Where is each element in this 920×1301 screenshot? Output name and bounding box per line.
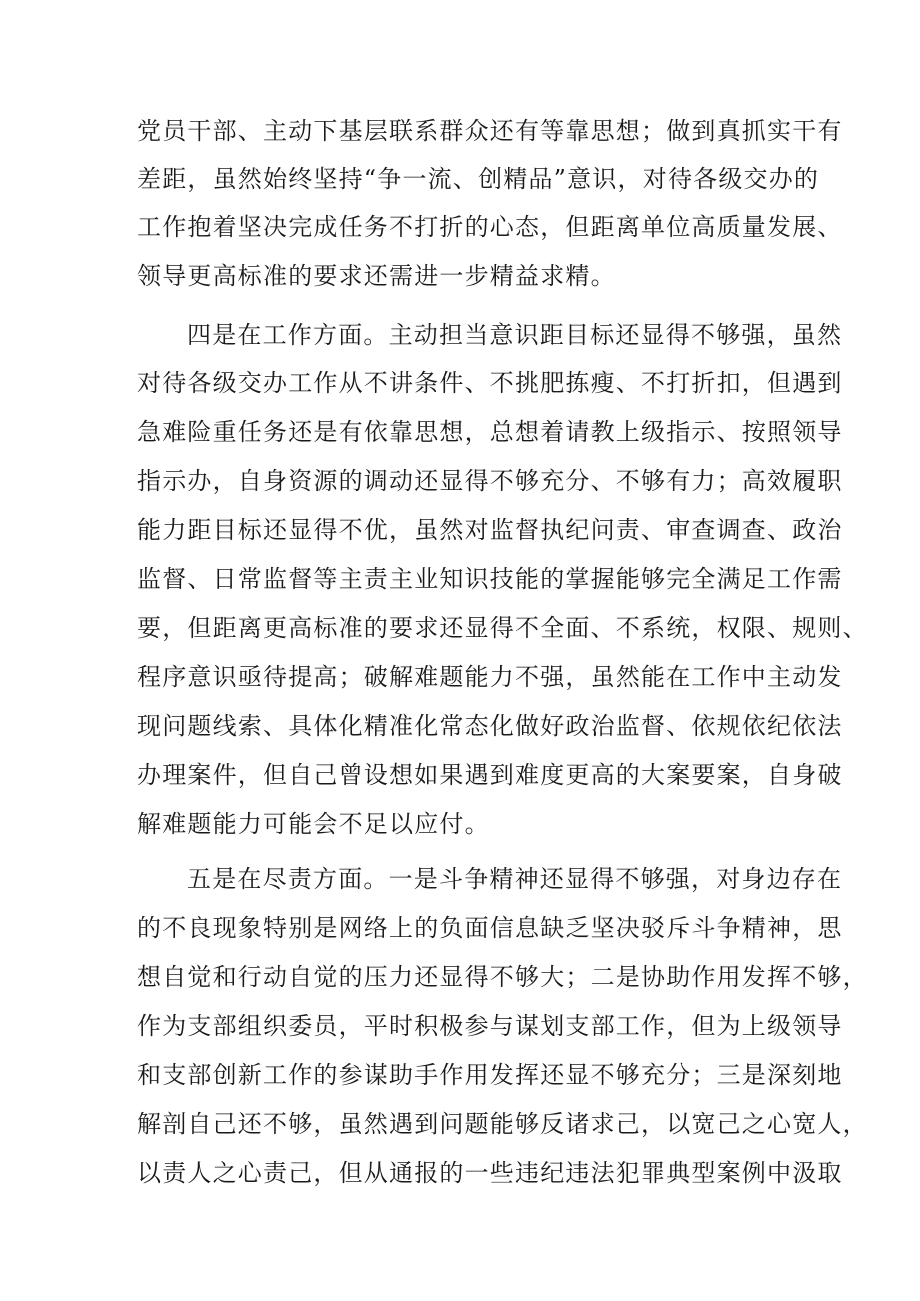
paragraph-line: 差距，虽然始终坚持“争一流、创精品”意识，对待各级交办的 [137, 165, 820, 193]
paragraph-line: 四是在工作方面。主动担当意识距目标还显得不够强，虽然 [187, 321, 843, 349]
paragraph-line: 指示办，自身资源的调动还显得不够充分、不够有力；高效履职 [137, 467, 843, 495]
paragraph-line: 监督、日常监督等主责主业知识技能的掌握能够完全满足工作需 [137, 565, 843, 593]
paragraph-line: 领导更高标准的要求还需进一步精益求精。 [137, 262, 616, 290]
paragraph-line: 的不良现象特别是网络上的负面信息缺乏坚决驳斥斗争精神，思 [137, 914, 843, 942]
paragraph-line: 党员干部、主动下基层联系群众还有等靠思想；做到真抓实干有 [137, 117, 843, 145]
paragraph-line: 要，但距离更高标准的要求还显得不全面、不系统，权限、规则、 [137, 614, 868, 642]
paragraph-line: 能力距目标还显得不优，虽然对监督执纪问责、审查调查、政治 [137, 516, 843, 544]
paragraph-line: 对待各级交办工作从不讲条件、不挑肥拣瘦、不打折扣，但遇到 [137, 369, 843, 397]
paragraph-line: 想自觉和行动自觉的压力还显得不够大；二是协助作用发挥不够， [137, 963, 868, 991]
paragraph-line: 以责人之心责己，但从通报的一些违纪违法犯罪典型案例中汲取 [137, 1159, 843, 1187]
paragraph-line: 和支部创新工作的参谋助手作用发挥还显不够充分；三是深刻地 [137, 1061, 843, 1089]
paragraph-line: 程序意识亟待提高；破解难题能力不强，虽然能在工作中主动发 [137, 663, 843, 691]
paragraph-line: 解难题能力可能会不足以应付。 [137, 810, 490, 838]
paragraph-line: 急难险重任务还是有依靠思想，总想着请教上级指示、按照领导 [137, 418, 843, 446]
paragraph-line: 作为支部组织委员，平时积极参与谋划支部工作，但为上级领导 [137, 1012, 843, 1040]
paragraph-line: 解剖自己还不够，虽然遇到问题能够反诸求己，以宽己之心宽人， [137, 1110, 868, 1138]
paragraph-line: 办理案件，但自己曾设想如果遇到难度更高的大案要案，自身破 [137, 761, 843, 789]
paragraph-line: 现问题线索、具体化精准化常态化做好政治监督、依规依纪依法 [137, 712, 843, 740]
paragraph-line: 工作抱着坚决完成任务不打折的心态，但距离单位高质量发展、 [137, 213, 843, 241]
paragraph-line: 五是在尽责方面。一是斗争精神还显得不够强，对身边存在 [187, 865, 843, 893]
